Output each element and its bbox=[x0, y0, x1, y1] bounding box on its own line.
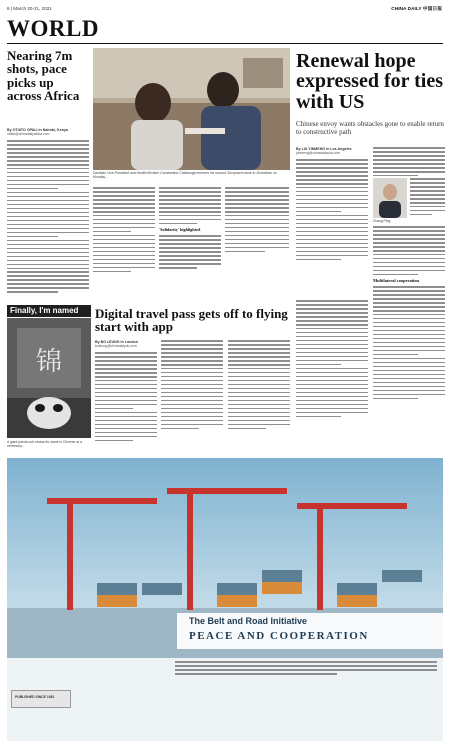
portrait-image bbox=[373, 178, 407, 218]
main-photo-caption: Zambian Vice-President and Health Minister Constantino Chitalanga receives his second Sinopharm dose in Zimbabwe on Monday... bbox=[93, 171, 277, 180]
bri-panel bbox=[7, 458, 443, 741]
renewal-col1 bbox=[296, 147, 368, 260]
strip-title: Finally, I'm named bbox=[10, 306, 79, 315]
bri-description bbox=[175, 661, 437, 675]
newspaper-brand: CHINA DAILY 中国日报 bbox=[391, 7, 442, 12]
body-text-col3 bbox=[159, 187, 221, 269]
portrait-photo bbox=[373, 178, 407, 218]
deck-renewal: Chinese envoy wants obstacles gone to enable return to constructive path bbox=[296, 120, 444, 137]
bri-title: The Belt and Road Initiative bbox=[189, 616, 308, 626]
renewal-col2-bottom bbox=[373, 226, 445, 275]
renewal-col2-top bbox=[373, 147, 445, 176]
digital-col2 bbox=[161, 340, 223, 429]
byline-renewal: By LIU YINMENG in Los Angeles bbox=[296, 147, 352, 151]
story-body-africa bbox=[7, 128, 89, 293]
email-renewal: yinmeng@chinadailyusa.com bbox=[296, 151, 341, 155]
bri-subtitle: PEACE AND COOPERATION bbox=[189, 630, 369, 642]
section-title: WORLD bbox=[7, 16, 99, 41]
renewal-col3 bbox=[373, 278, 445, 399]
subhead-solidarity: 'Solidarity' highlighted bbox=[159, 227, 201, 233]
byline-africa: By OTIATO OPALI in Nairobi, Kenya bbox=[7, 128, 68, 132]
body-text-col2 bbox=[93, 187, 155, 272]
portrait-caption: Zhang Ping bbox=[373, 219, 391, 223]
panda-image bbox=[7, 318, 91, 438]
bri-stamp bbox=[11, 690, 71, 708]
email-africa: otiato@chinadailyafrica.com bbox=[7, 132, 50, 136]
body-text-col4 bbox=[225, 187, 289, 252]
subhead-multilateral: Multilateral cooperation bbox=[373, 278, 419, 283]
digital-col3 bbox=[228, 340, 290, 429]
email-digital: boleung@chinadailyuk.com bbox=[95, 344, 137, 348]
renewal-col2-side bbox=[410, 178, 445, 215]
headline-africa: Nearing 7m shots, pace picks up across Africa bbox=[7, 48, 80, 103]
bri-stamp-text: PUBLISHED SINCE 1981 bbox=[15, 695, 55, 699]
body-text-africa bbox=[7, 140, 89, 293]
header-rule bbox=[7, 43, 443, 44]
renewal-col1-cont bbox=[296, 300, 368, 417]
panda-caption: A giant panda cub shows its name in Chinese at a ceremony... bbox=[7, 440, 83, 449]
svg-text:锦: 锦 bbox=[35, 347, 63, 377]
panda-photo bbox=[7, 318, 91, 438]
main-photo bbox=[93, 48, 290, 170]
headline-digital-pass: Digital travel pass gets off to flying start with app bbox=[95, 306, 288, 335]
page-folio: 8 | March 20-21, 2021 bbox=[7, 6, 52, 11]
byline-digital: By BO LEUNG in London bbox=[95, 340, 138, 344]
digital-col1 bbox=[95, 340, 157, 441]
vaccination-photo-image bbox=[93, 48, 290, 170]
headline-renewal: Renewal hope expressed for ties with US bbox=[296, 50, 444, 113]
